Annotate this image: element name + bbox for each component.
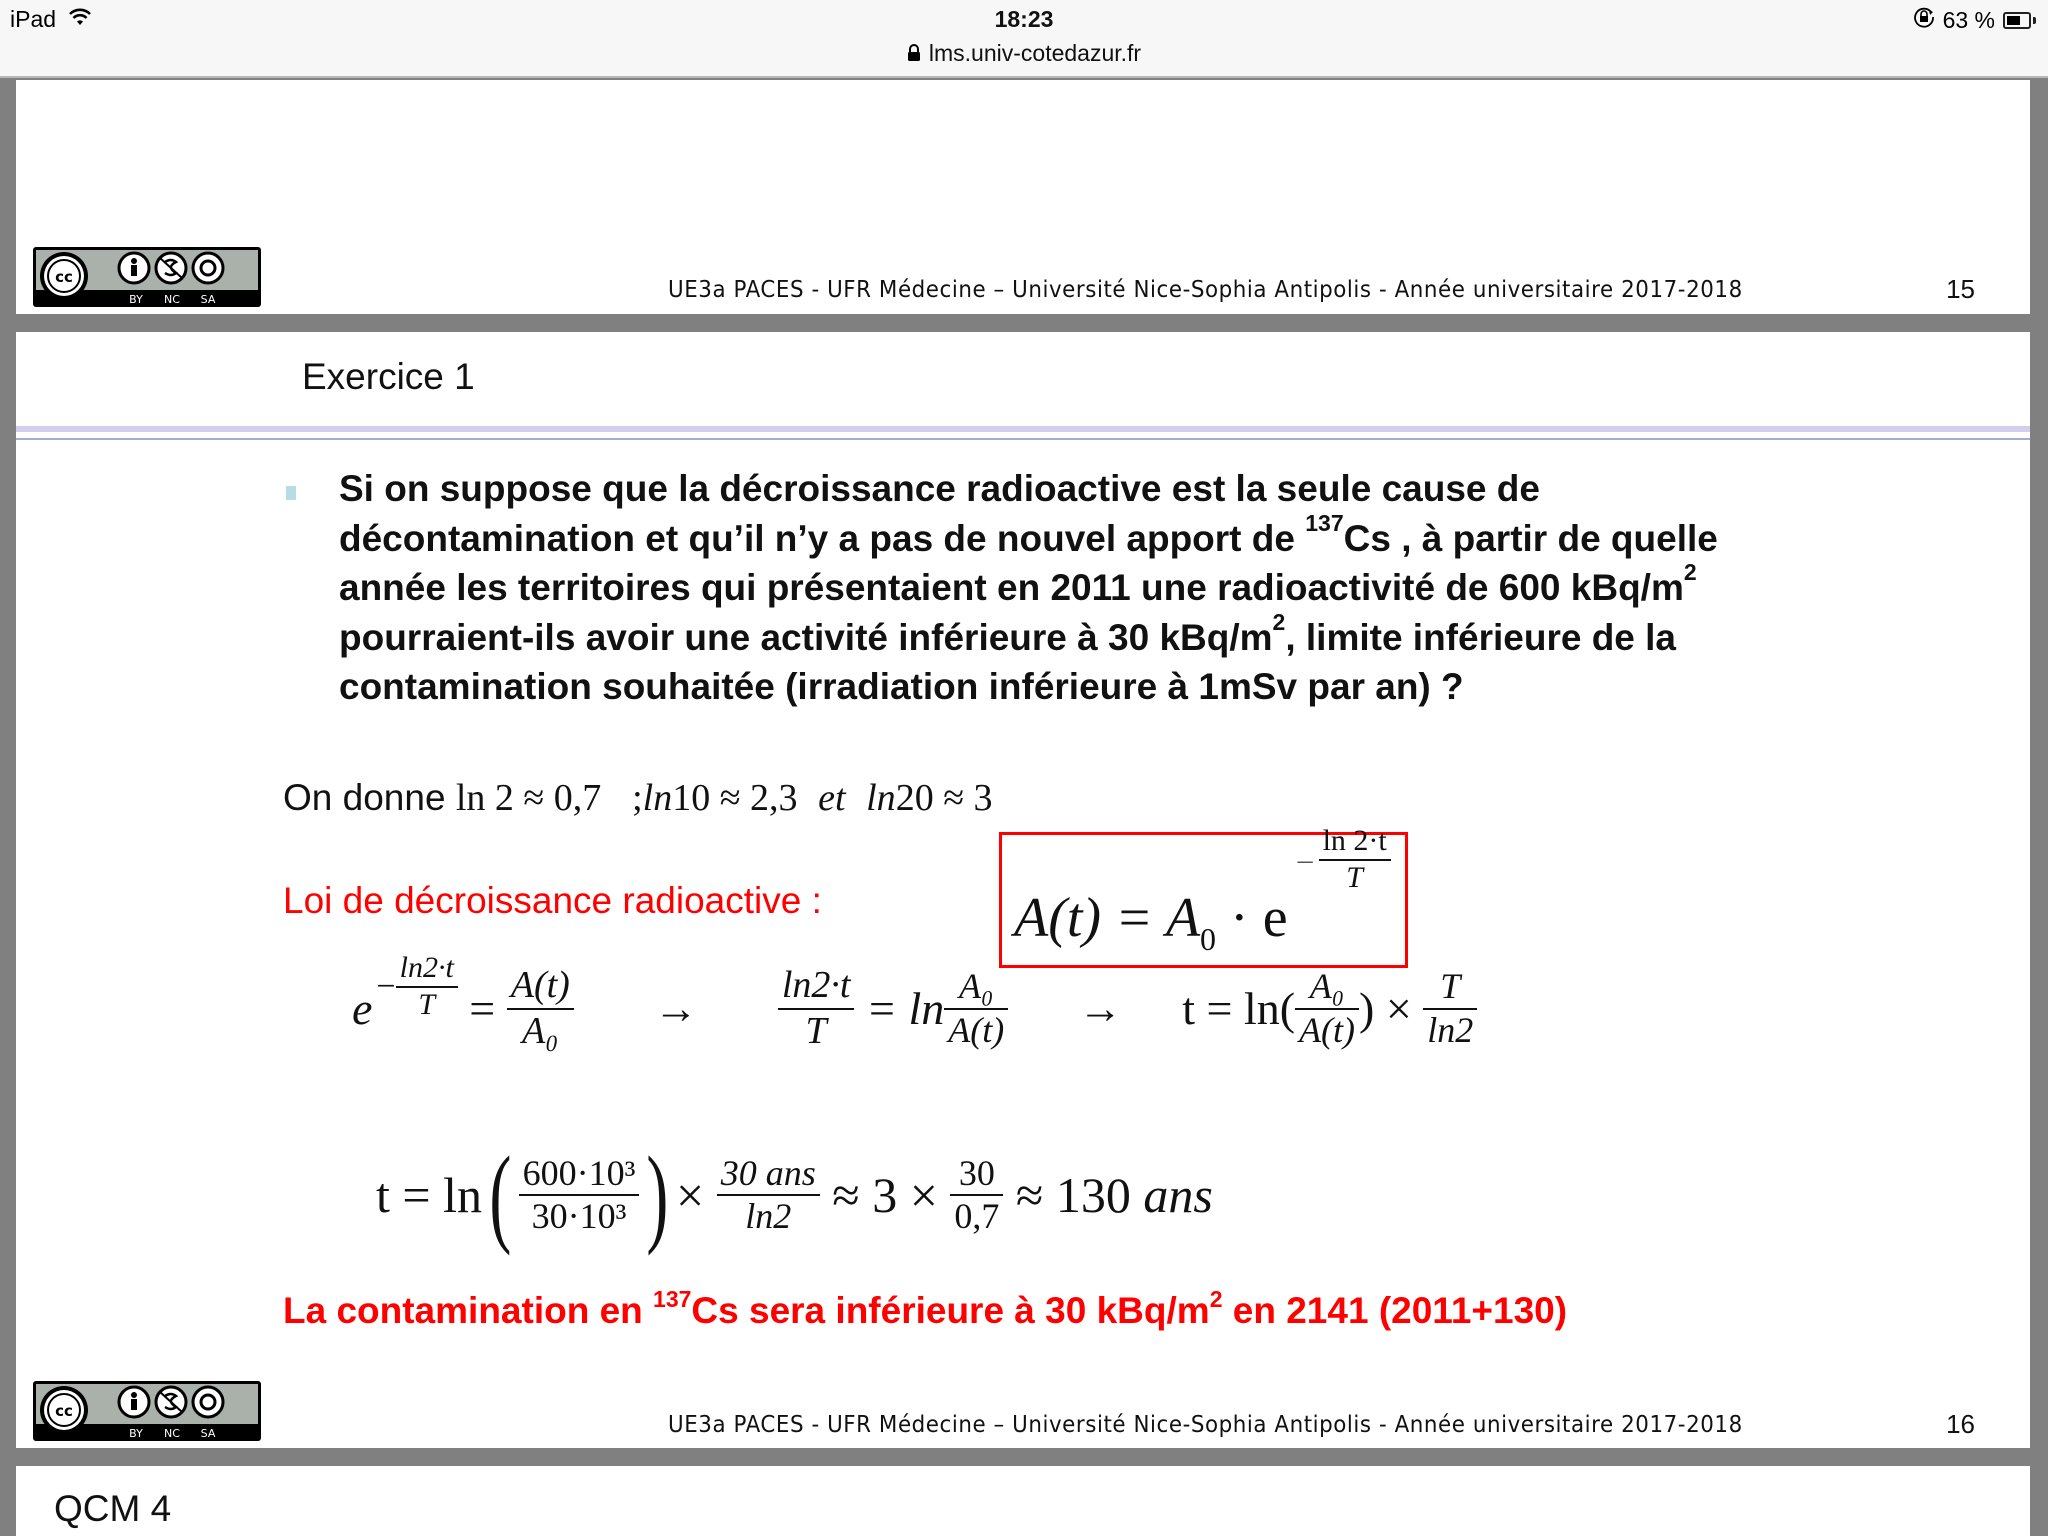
equals-sign: = <box>469 983 496 1035</box>
arrow-icon: → <box>653 984 698 1034</box>
t-equals-ln: t = ln( <box>1182 983 1296 1035</box>
status-right <box>1913 6 2036 34</box>
license-sa: SA <box>200 293 216 306</box>
fraction <box>507 964 574 1053</box>
fraction-numerator: A₀ <box>958 966 994 1007</box>
given-et: et <box>818 777 846 819</box>
question-part3: pourraient-ils avoir une activité inférieure à 30 kBq/m <box>339 616 1273 658</box>
url-text[interactable]: lms.univ-cotedazur.fr <box>928 40 1142 66</box>
euler-e: e <box>352 983 373 1035</box>
title-rule-light <box>16 426 2030 432</box>
minus-sign: – <box>1297 842 1313 876</box>
cc-logo-letters: cc <box>55 268 73 286</box>
battery-fill <box>2007 16 2020 25</box>
bullet-marker <box>286 486 296 500</box>
fraction-denominator: A(t) <box>948 1009 1005 1050</box>
given-ln20: 20 ≈ 3 <box>895 777 993 819</box>
fraction <box>950 1153 1003 1238</box>
subscript-zero: 0 <box>1200 921 1217 957</box>
device-name: iPad <box>10 6 57 32</box>
given-ln10: 10 ≈ 2,3 <box>672 777 798 819</box>
decay-law-formula-box <box>999 824 1408 968</box>
conclusion-part1: La contamination en <box>283 1290 654 1331</box>
isotope-mass: 137 <box>1305 509 1344 536</box>
question-part2: Cs , à partir de quelle année les territoires qui présentaient en 2011 une radioactivité de 600 kBq/m <box>339 517 1718 608</box>
fraction-numerator: A(t) <box>510 964 570 1006</box>
close-paren: ) <box>646 1134 669 1256</box>
conclusion-part3: en 2141 (2011+130) <box>1222 1290 1568 1331</box>
given-ln2: ln 2 ≈ 0,7 <box>455 777 602 819</box>
calculation-equation <box>376 1134 1213 1256</box>
slide-15 <box>16 80 2030 314</box>
question-text <box>339 464 1789 712</box>
fraction-denominator: A₀ <box>522 1009 559 1052</box>
fraction-denominator: T <box>1346 860 1363 894</box>
fraction-numerator: T <box>1440 966 1461 1007</box>
fraction-numerator: 30 <box>958 1152 995 1193</box>
cc-logo-letters: cc <box>55 1402 73 1420</box>
result-unit: ans <box>1143 1167 1213 1223</box>
cc-license-badge <box>32 1380 262 1442</box>
isotope-mass: 137 <box>653 1286 692 1312</box>
slide-footer: UE3a PACES - UFR Médecine – Université Nice-Sophia Antipolis - Année universitaire 2017-2018 <box>668 277 1743 303</box>
license-by: BY <box>129 1427 143 1440</box>
status-bar <box>0 0 2048 78</box>
exponent: 2 <box>1272 608 1286 635</box>
fraction <box>519 1153 640 1238</box>
license-nc: NC <box>164 293 180 306</box>
arrow-icon: → <box>1078 984 1123 1034</box>
battery-tip <box>2033 17 2036 24</box>
derivation-equation <box>352 951 1477 1053</box>
slide-footer: UE3a PACES - UFR Médecine – Université Nice-Sophia Antipolis - Année universitaire 2017-2018 <box>668 1412 1743 1438</box>
fraction-numerator: 600·10³ <box>522 1152 636 1193</box>
fraction-denominator: T <box>805 1009 827 1052</box>
rotation-lock-icon <box>1913 6 1935 34</box>
question-part1: Si on suppose que la décroissance radioactive est la seule cause de décontamination et qu’il n’y a pas de nouvel apport de <box>339 468 1540 559</box>
fraction-denominator: ln2 <box>745 1196 792 1236</box>
given-ln-fn: ln <box>642 777 673 819</box>
battery-percent: 63 % <box>1942 6 1995 33</box>
title-rule-dark <box>16 438 2030 440</box>
fraction-denominator: A(t) <box>1299 1009 1356 1050</box>
fraction <box>396 951 458 1022</box>
conclusion-part2: Cs sera inférieure à 30 kBq/m <box>691 1290 1210 1331</box>
derivation-exponent <box>376 951 457 1022</box>
license-sa: SA <box>200 1427 216 1440</box>
page-number: 15 <box>1946 274 1975 304</box>
conclusion-text <box>283 1286 1568 1332</box>
times-sign: × <box>676 1167 705 1223</box>
question-part4: , limite inférieure de la contamination souhaitée (irradiation inférieure à 1mSv par an) ? <box>339 616 1677 707</box>
exponent: 2 <box>1209 1286 1223 1312</box>
formula-exponent <box>1298 824 1391 895</box>
wifi-icon <box>68 6 92 33</box>
open-paren: ( <box>489 1134 512 1256</box>
given-ln-fn: ln <box>866 777 896 819</box>
fraction-numerator: ln2·t <box>781 964 851 1006</box>
fraction-denominator: T <box>418 987 436 1021</box>
lock-icon <box>907 41 921 68</box>
fraction-denominator: 30·10³ <box>531 1196 627 1236</box>
license-by: BY <box>129 293 143 306</box>
formula-lhs: A(t) = A <box>1014 887 1201 949</box>
slide-17 <box>16 1466 2030 1536</box>
page-number: 16 <box>1946 1409 1975 1439</box>
fraction-numerator: 30 ans <box>720 1152 816 1193</box>
fraction-numerator: ln 2·t <box>1322 824 1387 857</box>
status-left <box>10 6 92 33</box>
result-value: ≈ 130 <box>1015 1167 1131 1223</box>
fraction <box>717 1153 820 1238</box>
minus-sign: − <box>376 967 396 1005</box>
formula-base <box>1014 887 1288 957</box>
t-equals-ln: t = ln <box>376 1167 482 1223</box>
given-separator: ; <box>632 777 643 819</box>
fraction-numerator: A₀ <box>1309 966 1345 1007</box>
fraction-denominator: 0,7 <box>954 1196 1000 1236</box>
law-label: Loi de décroissance radioactive : <box>283 880 822 921</box>
fraction-numerator: ln2·t <box>399 951 454 985</box>
address-bar[interactable] <box>800 40 1248 68</box>
close-times: ) × <box>1359 983 1412 1035</box>
given-values <box>283 776 993 820</box>
battery-icon <box>2003 12 2031 29</box>
fraction-denominator: ln2 <box>1427 1009 1474 1050</box>
approx-three-times: ≈ 3 × <box>832 1167 938 1223</box>
clock: 18:23 <box>994 6 1054 32</box>
fraction <box>778 964 855 1053</box>
formula-exp-base: · e <box>1216 887 1288 949</box>
exponent: 2 <box>1683 559 1697 585</box>
given-prefix: On donne <box>283 777 446 818</box>
fraction <box>944 966 1008 1051</box>
slide-16 <box>16 332 2030 1448</box>
license-nc: NC <box>164 1427 180 1440</box>
cc-license-badge <box>32 246 262 308</box>
fraction <box>1295 966 1359 1051</box>
slide-title: QCM 4 <box>54 1488 172 1529</box>
fraction <box>1423 966 1477 1051</box>
equals-ln: = ln <box>865 983 945 1035</box>
exponent-fraction <box>1319 824 1391 895</box>
slide-title: Exercice 1 <box>302 356 475 397</box>
